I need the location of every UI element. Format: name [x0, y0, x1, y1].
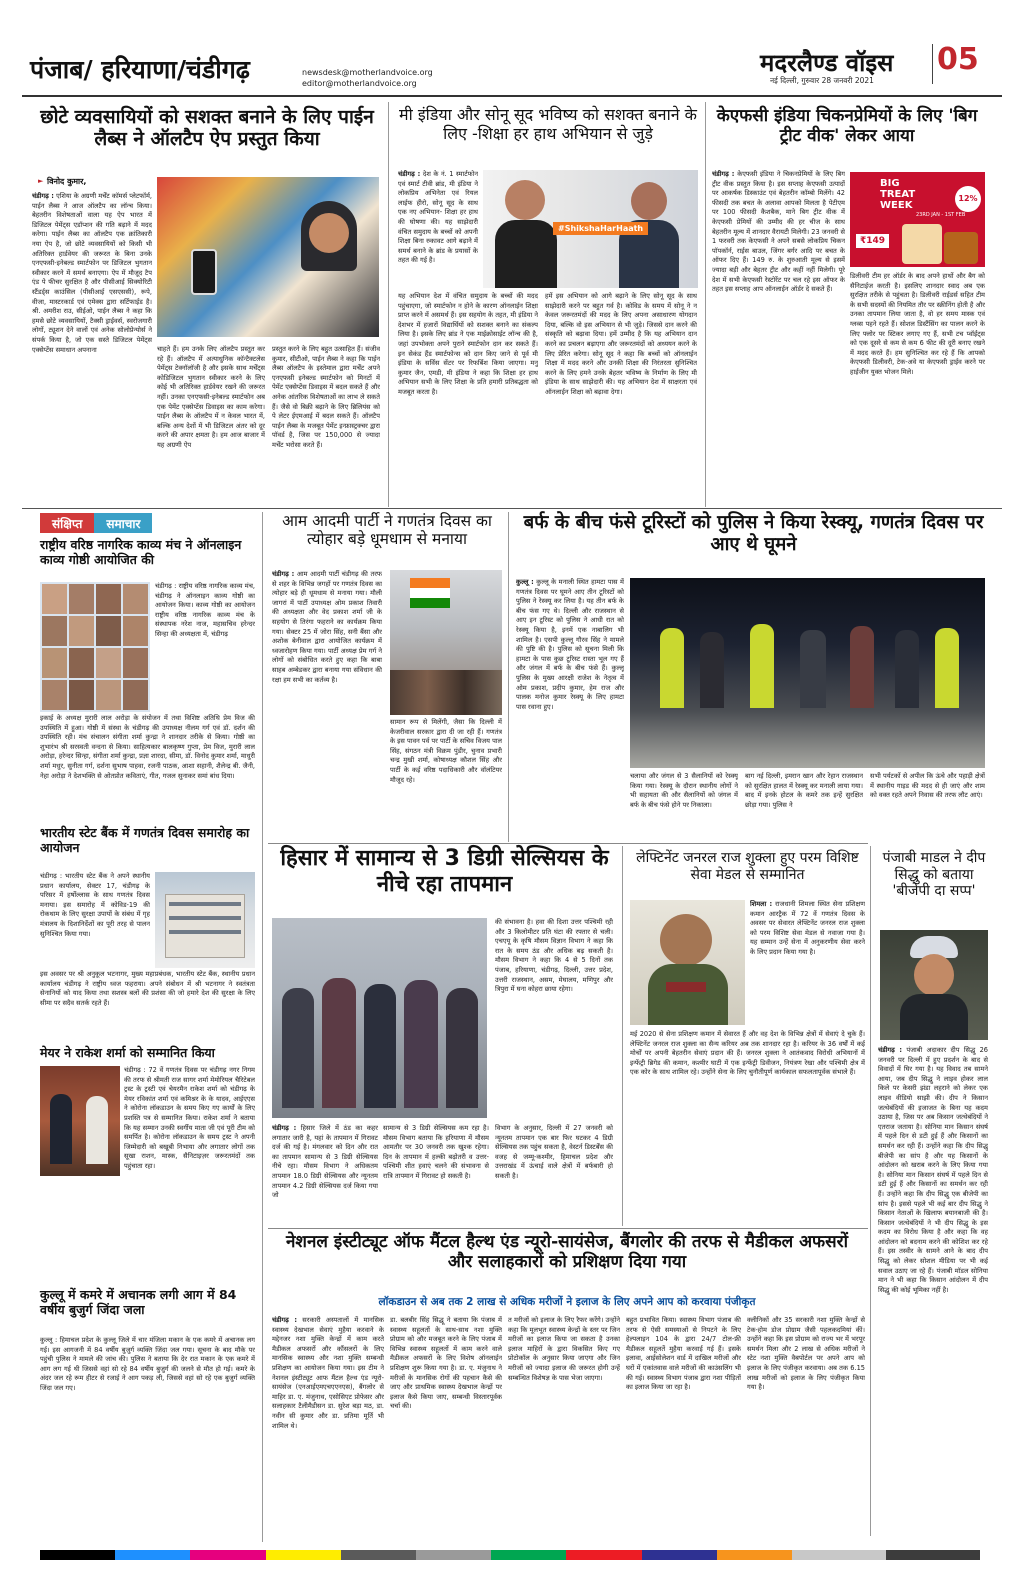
punjabi-column [878, 1046, 988, 1536]
hashtag-banner: #ShikshaHarHaath [553, 222, 648, 235]
punjabi-text-1: पंजाबी अदाकार दीप सिद्धु 26 जनवरी पर दिल्ली में हुए प्रदर्शन के बाद से विवादों में घिर गया है। यह विवाद तब सामने आया, जब दीप सिद्धु ने लाइव होकर लाल किले पर केसरी झंडा लहराने को लेकर एक लाइव वीडियो साझी की। दीप ने किसान जत्थेबंदियों की इजाजत के बिना यह कदम उठाया है, जिस पर अब किसान जत्थेबंदियों ने एतराज जताया है। सोनिया मान किसान संघर्ष में पहले दिन से डटी हुई हैं और किसानों का समर्थन कर रही हैं। उन्होंने कहा कि दीप सिद्धु बीजेपी का सांप है और यह किसानों के आंदोलन को खराब करने के लिए किया गया है। [878, 1046, 988, 1179]
rescue-text-4: सभी पर्यटकों से अपील कि ऊंचे और पहाड़ी क्षेत्रों में स्थानीय गाइड की मदद से ही जाएं और शाम को वक्त रहते अपने निवास की तरफ लौट आएं। [870, 772, 985, 800]
byline-arrow-icon: ► [38, 177, 44, 185]
hisar-headline: हिसार में सामान्य से 3 डिग्री सेल्सियस के नीचे रहा तापमान [280, 846, 609, 897]
kfc-ad-price: ₹149 [856, 234, 889, 248]
mayor-text: चंडीगढ़ : 72 वें गणतंत्र दिवस पर चंडीगढ़ नगर निगम की तरफ से श्रीमती राज सागर शर्मा मेमोरियल चैरिटेबल ट्रस्ट के ट्रस्टी एवं चेयरमैन राकेश शर्मा को चंडीगढ़ के मेयर रविकांत शर्मा एवं कमिश्नर के के यादव, आईएएस ने कोरोना लॉकडाउन के समय किए गए कार्यों के लिए प्रशस्ति पत्र से सम्मानित किया। राकेश शर्मा ने बताया कि यह सम्मान उनकी स्वर्गीय माता जी एवं पूरी टीम को समर्पित है। कोरोना लॉकडाउन के समय ट्रस्ट ने अपनी जिम्मेदारी को बखूबी निभाया और लगातार लोगों तक सूखा राशन, मास्क, सैनिटाइज़र जरूरतमंदों तक पहुंचाता रहा। [124, 1066, 255, 1170]
pine-column-1 [32, 192, 152, 504]
aap-headline: आम आदमी पार्टी ने गणतंत्र दिवस का त्योहार बड़े धूमधाम से मनाया [282, 512, 492, 549]
pine-text-1: एशिया के अग्रणी मर्चेंट कॉमर्स प्लेटफॉर्म, पाईन लैब्स ने आज ऑलटैप का लॉन्च किया। बेहतरीन विशेषताओं वाला यह ऐप भारत में डिजिटल पेमेंट्स एडॉप्शन की गति बढ़ाने में मदद करेगा। पाईन लैब्स का ऑलटैप एक क्रांतिकारी नया ऐप है, जो छोटे व्यवसायियों को किसी भी अतिरिक्त हार्डवेयर की जरूरत के बिना उनके एनएफसी-इनेबल्ड स्मार्टफोन पर डिजिटल भुगतान स्वीकार करने में समर्थ बनाएगा। ऐप में मौजूद टैप एंड पे फीचर सुरक्षित है और पीसीआई सिक्योरिटी स्टैंडर्ड्स काउंसिल (पीसीआई एसएससी), रूपे, वीजा, मास्टरकार्ड एवं एमेक्स द्वारा सर्टिफाईड है। श्री. अमरीश राउ, सीईओ, पाईन लैब्स ने कहा कि हमसे छोटे व्यवसायियों, टैक्सी ड्राईवर्स, स्वरोजगारी लोगों, ट्यूशन देने वालों एवं अनेक सोलोप्रेन्योर्स ने संपर्क किया है, जो एक सस्ते डिजिटल पेमेंट्स एक्सेप्टेंस समाधान अपनाना [32, 192, 152, 354]
mi-headline: मी इंडिया और सोनू सूद भविष्य को सशक्त बनाने के लिए -शिक्षा हर हाथ अभियान से जुड़े [399, 105, 697, 143]
hisar-text-2: सामान्य से 3 डिग्री सेल्सियस कम रहा है। मौसम विभाग बताया कि हरियाणा में मौसम आमतौर पर 30 जनवरी तक खुश्क रहेगा। दिन के तापमान में हल्की बढ़ोतरी व उत्तर-पश्चिमी शीत हवाएं चलने की संभावना से रात्रि तापमान में गिरावट हो सकती है। [383, 1124, 489, 1180]
fire-text: कुल्लू : हिमाचल प्रदेश के कुल्लू जिले में चार मंजिला मकान के एक कमरे में अचानक लग गई। इस आगजनी में 84 वर्षीय बुजुर्ग व्यक्ति जिंदा जल गया। सूचना के बाद मौके पर पहुंची पुलिस ने मामले की जांच की। पुलिस ने बताया कि देर रात मकान के एक कमरे में आग लग गई थी जिससे वहां सो रहे 84 वर्षीय बुजुर्ग की जलने से मौत हो गई। कमरे के अंदर जल रहे रूम हीटर से रजाई ने आग पकड़ ली, जिससे वहां सो रहे एक बुजुर्ग व्यक्ति जिंदा जल गए। [40, 1336, 255, 1392]
food-bucket-icon [902, 224, 942, 264]
poets-collage [40, 582, 150, 712]
mi-text-3: हमें इस अभियान को आगे बढ़ाने के लिए सोनू सूद के साथ साझेदारी करने पर बहुत गर्व है। कोविड के समय में सोनू ने न केवल जरूरतमंदों की मदद के लिए अपना असाधारण योगदान दिया, बल्कि वो इस अभियान से भी जुड़े। जिससे दान करने की संस्कृति को बढ़ावा दिया। हमें उम्मीद है कि यह अभियान दान करने का प्रचलन बढ़ाएगा और जरूरतमंदों को अध्ययन करने के लिए प्रेरित करेगा। सोनू सूद ने कहा कि बच्चों को ऑनलाईन शिक्षा में मदद करने और उनकी शिक्षा की निरंतरता सुनिश्चित करने के लिए हमने उनके बेहतर भविष्य के निर्माण के लिए मी इंडिया के साथ साझेदारी की। यह अभियान देश में साक्षरता एवं ऑनलाईन शिक्षा को बढ़ावा देगा। [545, 292, 697, 396]
nimhans-subhead: लॉकडाउन से अब तक 2 लाख से अधिक मरीजों ने इलाज के लिए अपने आप को करवाया पंजीकृत [378, 1296, 756, 1308]
brief-tag-1: संक्षिप्त [40, 513, 94, 533]
nimhans-headline: नेशनल इंस्टीट्यूट ऑफ मैंटल हैल्थ एंड न्यूरो-सायंसेज, बैंगलोर की तरफ से मैडीकल अफसरों और सलाहकारों को प्रशिक्षण दिया गया [285, 1232, 849, 1273]
hisar-text-4: विभाग के अनुसार, दिल्ली में 27 जनवरी को न्यूनतम तापमान एक बार फिर घटकर 4 डिग्री सेल्सियस तक पहुंच सकता है, वेस्टर्न डिस्टर्बेंस की वजह से जम्मू-कश्मीर, हिमाचल प्रदेश और उत्तराखंड में ऊंचाई वाले क्षेत्रों में बर्फबारी हो सकती है। [495, 1124, 613, 1180]
brief-header [40, 513, 240, 533]
paper-name: मदरलैण्ड वॉइस [760, 49, 894, 77]
snow-rescue-photo [630, 578, 985, 768]
mi-text-1: देश के नं. 1 स्मार्टफोन एवं स्मार्ट टीवी ब्रांड, मी इंडिया ने लोकप्रिय अभिनेता एवं रियल लाईफ हीरो, सोनू सूद के साथ एक नए अभियान- शिक्षा हर हाथ की घोषणा की। यह साझेदारी वंचित समुदाय के बच्चों को अपनी शिक्षा बिना रुकावट आगे बढ़ाने में समर्थ बनाने के ब्रांड के प्रयासों के तहत की गई है। [398, 170, 478, 265]
pine-dateline: चंडीगढ़ : [32, 192, 54, 200]
general-text-2: मई 2020 से सेना प्रशिक्षण कमान में सेवारत हैं और वह देश के विभिन्न क्षेत्रों में सेवाएं दे चुके हैं। लेफ्टिनेंट जनरल राज शुक्ला का सैन्य करियर अब तक शानदार रहा है। करियर के 36 वर्षों में कई मोर्चों पर अपनी बेहतरीन सेवाएं प्रदान की हैं। जनरल शुक्ला ने आतंकवाद विरोधी अभियानों में इन्फेंट्री ब्रिगेड की कमान, कश्मीर घाटी में एक इन्फेंट्री डिवीजन, नियंत्रण रेखा और पश्चिमी क्षेत्र में एक कोर के साथ शामिल रहे। उन्होंने सेना के लिए चुनौतीपूर्ण कार्यकाल सफलतापूर्वक संभाले हैं। [630, 1030, 865, 1077]
pine-headline: छोटे व्यवसायियों को सशक्त बनाने के लिए पाईन लैब्स ने ऑलटैप ऐप प्रस्तुत किया [40, 106, 374, 151]
pine-text-2: चाहते हैं। हम उनके लिए ऑलटैप प्रस्तुत कर रहे हैं। ऑलटैप में अत्याधुनिक कॉन्टैक्टलेस पेमेंट्स टेक्नॉलॉजी है और इसके साथ मर्चेंट्स कोडिजिटल भुगतान स्वीकार करने के लिए कोई भी अतिरिक्त हार्डवेयर रखने की जरूरत नहीं। उनका एनएफसी-इनेबल्ड स्मार्टफोन अब एक पेमेंट एक्सेप्टेंस डिवाइस का काम करेगा। पाईन लैब्स के ऑलटैप में न केवल भारत में, बल्कि अन्य देशों में भी डिजिटल अंतर को दूर करने की अपार क्षमता है। हम आज बाजार में यह अग्रणी ऐप [157, 345, 265, 449]
general-text-1: राजधानी शिमला स्थित सेना प्रशिक्षण कमान आरट्रैक में 72 वें गणतंत्र दिवस के अवसर पर सेवारत लेफ्टिनेंट जनरल राज शुक्ला को परम विशिष्ट सेवा मेडल से नवाजा गया है। यह सम्मान उन्हें सेना में अनुकरणीय सेवा करने के लिए प्रदान किया गया है। [750, 900, 865, 956]
punjabi-dateline: चंडीगढ़ : [878, 1046, 903, 1054]
printer-color-strip [40, 1550, 980, 1560]
brief-tag-2: समाचार [94, 513, 152, 533]
food-box-icon [944, 232, 978, 264]
issue-date: नई दिल्ली, गुरुवार 28 जनवरी 2021 [770, 76, 874, 85]
rescue-column-1 [516, 578, 624, 840]
rule-3 [262, 512, 263, 1542]
masthead-divider [932, 44, 933, 84]
kfc-ad [850, 172, 985, 267]
kfc-ad-line-1: BIG [880, 178, 900, 189]
general-dateline: शिमला : [750, 900, 773, 908]
hisar-text-1: हिसार जिले में ठंड का कहर लगातार जारी है, यहां के तापमान में गिरावट दर्ज की गई है। मंगलवार को दिन और रात का तापमान सामान्य से 3 डिग्री सेल्सियस नीचे रहा। मौसम विभाग ने अधिकतम तापमान 18.0 डिग्री सेल्सियस और न्यूनतम तापमान 4.2 डिग्री सेल्सियस दर्ज किया गया जो [272, 1124, 378, 1200]
poetry-text-2: इकाई के अध्यक्ष मुरारी लाल अरोड़ा के संयोजन में तथा विशिष्ट अतिथि प्रेम विज की उपस्थिति में हुआ। गोष्ठी में संस्था के चंडीगढ़ की उपाध्यक्ष नीलम गर्ग एवं डॉ. दर्शन की उपस्थिति रही। मंच संचालन संगीता शर्मा कुन्द्रा ने शानदार तरीके से किया। गोष्ठी का शुभारंभ श्री सरस्वती वन्दना से किया। साहित्यकार बालकृष्ण गुप्ता, प्रेम विज, मुरारी लाल अरोड़ा, हरेन्दर सिन्हा, संगीता शर्मा कुन्द्रा, प्रज्ञा शारदा, सीमा, डॉ. विनोद कुमार शर्मा, माधुरी शर्मा मधुर, सुनीता गर्ग, दर्शना सुभाष पाहवा, रजनी पाठक, आशा सहानी, शैलेन्द्र बी. जैनी, नेहा अरोड़ा ने देशभक्ति से ओतप्रोत कविताएं, गीत, गजल सुनाकर समां बांध दिया। [40, 714, 255, 780]
mi-dateline: चंडीगढ़ : [398, 170, 421, 178]
kfc-headline: केएफसी इंडिया चिकनप्रेमियों के लिए 'बिग ट्रीट वीक' लेकर आया [716, 106, 978, 147]
kfc-ad-line-3: WEEK [880, 200, 913, 211]
poetry-text-1: चंडीगढ़ : राष्ट्रीय वरिष्ठ नागरिक काव्य मंच, चंडीगढ़ ने ऑनलाइन काव्य गोष्ठी का आयोजन किया। काव्य गोष्ठी का आयोजन राष्ट्रीय वरिष्ठ नागरिक काव्य मंच के संस्थापक नरेश नाज, महासचिव हरेन्दर सिन्हा की अध्यक्षता में, चंडीगढ़ [155, 582, 255, 638]
sonu-sood-photo [483, 170, 698, 288]
mi-column-1 [398, 170, 478, 290]
kfc-column-1 [712, 170, 845, 506]
editor-email[interactable]: editor@motherlandvoice.org [302, 79, 417, 88]
rule-2 [705, 102, 706, 507]
poetry-headline: राष्ट्रीय वरिष्ठ नागरिक काव्य मंच ने ऑनलाइन काव्य गोष्ठी आयोजित की [40, 537, 242, 567]
aap-text-1: आम आदमी पार्टी चंडीगढ़ की तरफ से शहर के विभिन्न जगहों पर गणतंत्र दिवस का त्योहार बड़े ही धूमधाम से मनाया गया। मौली जागरां में पार्टी उपाध्यक्ष ओम प्रकाश तिवारी की अध्यक्षता और वेद प्रकाश शर्मा जी के सहयोग से तिरंगा फहराने का कार्यक्रम किया गया। सेक्टर 25 में जोरा सिंह, सनी बैंसा और अशोक बेनीवाल द्वारा आयोजित कार्यक्रम में ध्वजारोहण किया गया। पार्टी अध्यक्ष प्रेम गर्ग ने लोगों को संबोधित करते हुए कहा कि बाबा साहब अम्बेडकर द्वारा बनाया गया संविधान की रक्षा हम सभी का कर्तव्य है। [272, 570, 382, 684]
kfc-ad-line-2: TREAT [880, 189, 916, 200]
hisar-text-3: की संभावना है। हवा की दिशा उत्तर पश्चिमी रही और 3 किलोमीटर प्रति घंटा की रफ्तार से चली। एचएयू के कृषि मौसम विज्ञान विभाग ने कहा कि रात के समय ठंड और अधिक बढ़ सकती है। मौसम विभाग ने कहा कि 4 से 5 दिनों तक पंजाब, हरियाणा, चंडीगढ़, दिल्ली, उत्तर प्रदेश, उत्तरी राजस्थान, असम, मेघालय, मणिपुर और त्रिपुरा में घना कोहरा छाया रहेगा। [495, 918, 613, 994]
sbi-building-photo [155, 872, 255, 968]
kfc-text-1: केएफसी इंडिया ने चिकनप्रेमियों के लिए बिग ट्रीट वीक प्रस्तुत किया है। इस सप्ताह केएफसी उत्पादों पर आकर्षक डिस्काउंट एवं बेहतरीन कॉम्बो मिलेंगे। 42 फीसदी तक बचत के अलावा आपको मिलता है पेटीएम पर 100 फीसदी कैशबैक, माने बिग ट्रीट वीक में केएफसी प्रेमियों की उम्मीद की हर चीज के साथ बेहतरीन मूल्य में शानदार वैरायटी मिलेगी। 23 जनवरी से 1 फरवरी तक केएफसी ने अपने सबसे लोकप्रिय चिकन पॉपकॉर्न, राईस बाउल, जिंगर बर्गर आदि पर बचत के ऑफर दिए हैं। 149 रु. के शुरुआती मूल्य से इसमें ज्यादा बड़ी और बेहतर ट्रीट और कहीं नहीं मिलेगी। पूरे देश में सभी केएफसी रेस्टोरेंट पर चल रहे इस ऑफर के तहत इस सप्ताह आप ऑनलाईन ऑर्डर दे सकते हैं। [712, 170, 845, 294]
nimhans-text-1: सरकारी अस्पतालों में मानसिक स्वास्थ्य देखभाल सेवाएं मुहैया करवाने के मद्देनजर नशा मुक्ति केन्द्रों में काम करते मैडीकल अफसरों और कौंसलरों के लिए मानसिक स्वास्थ्य और नशा मुक्ति सम्बन्धी प्रशिक्षण का आयोजन किया गया। इस टीम ने नेशनल इंस्टीट्यूट आफ मैंटल हैल्थ एंड न्यूरो-सायंसेज (एनआईएमएचएएनएस), बैंगलोर से माहिर डा. ए. मंजुनाथ, एसोसिएट प्रोफेसर और सलाहकार टैलीमैडीसन डा. सुरेश बड़ा मठ, डा. नवीन सी कुमार और डा. प्रतिमा मूर्ति भी शामिल थे। [272, 1316, 384, 1430]
nimhans-dateline: चंडीगढ़ : [272, 1316, 297, 1324]
nimhans-text-3: त मरीजों को इलाज के लिए रैफर करेंगे। उन्होंने कहा कि मूलभूत स्वास्थ्य केन्द्रों के स्तर पर जिन मरीजों का इलाज किया जा सकता है उनका इलाज माहिरों के द्वारा विकसित किए गए प्रोटोकॉल के अनुसार किया जाएगा और जिन मरीजों को ज्यादा इलाज की जरूरत होगी उन्हें सम्बन्धित विशेषज्ञ के पास भेजा जाएगा। [508, 1316, 620, 1382]
sbi-text-2: इस अवसर पर श्री अनुकूल भटनागर, मुख्य महाप्रबंधक, भारतीय स्टेट बैंक, स्थानीय प्रधान कार्यालय चंडीगढ़ ने राष्ट्रीय ध्वज फहराया। अपने संबोधन में श्री भटनागर ने स्वतंत्रता सेनानियों को याद किया तथा सशस्त्र बलों की प्रशंसा की जो हमारे देश की सुरक्षा के लिए सीमा पर सदैव सतर्क रहते हैं। [40, 970, 255, 1007]
rescue-text-1: कुल्लू के मनाली स्थित हामटा पास में गणतंत्र दिवस पर घूमने आए तीन टूरिस्टों को पुलिस ने रेस्क्यू कर लिया है। यह तीन बर्फ के बीच फंस गए थे। दिल्ली और राजस्थान से आए इन टूरिस्ट को पुलिस ने आधी रात को रेस्क्यू किया है, इनमें एक नाबालिग भी शामिल है। एसपी कुल्लू गौरव सिंह ने मामले की पुष्टि की है। पुलिस को सूचना मिली कि हामटा के पास कुछ टूरिस्ट रास्ता भूल गए हैं और जंगल में बर्फ के बीच फंसे हैं। कुल्लू पुलिस के मुख्य आरक्षी राजेश के नेतृत्व में ओम प्रकाश, प्रदीप कुमार, हेम राज और पालक मनोज कुमार रेस्क्यू के लिए हामटा पास रवाना हुए। [516, 578, 624, 711]
mayor-headline: मेयर ने राकेश शर्मा को सम्मानित किया [40, 1045, 215, 1060]
mi-text-2: यह अभियान देश में वंचित समुदाय के बच्चों की मदद पहुंचाएगा, जो स्मार्टफोन न होने के कारण ऑनलाईन शिक्षा प्राप्त करने में असमर्थ हैं। इस सहयोग के तहत, मी इंडिया ने देशभर में हजारों विद्यार्थियों को सशक्त बनाने का संकल्प लिया है। इसके लिए ब्रांड ने एक माईक्रोसाईट लॉन्च की है, जहां उपभोक्ता अपने पुराने स्मार्टफोन दान कर सकते हैं। इन सेकंड हैंड स्मार्टफोन्स को दान किए जाने से पूर्व मी इंडिया के सर्विस सेंटर पर रिफर्बिश किया जाएगा। मनु कुमार जैन, एमडी, मी इंडिया ने कहा कि शिक्षा हर हाथ अभियान सभी के लिए शिक्षा के प्रति हमारी प्रतिबद्धता को मजबूत करता है। [398, 292, 538, 396]
kfc-ad-off: 12% [955, 186, 981, 212]
sbi-headline: भारतीय स्टेट बैंक में गणतंत्र दिवस समारोह का आयोजन [40, 825, 250, 855]
sbi-text-1: चंडीगढ़ : भारतीय स्टेट बैंक ने अपने स्थानीय प्रधान कार्यालय, सेक्टर 17, चंडीगढ़ के परिसर में हर्षोल्लास के साथ गणतंत्र दिवस मनाया। इस समारोह में कोविड-19 की रोकथाम के लिए सुरक्षा उपायों के संबंध में गृह मंत्रालय के दिशानिर्देशों का पूरी तरह से पालन सुनिश्चित किया गया। [40, 872, 150, 938]
rescue-text-2: चलाया और जंगल से 3 सैलानियों को रेस्क्यू किया गया। रेस्क्यू के दौरान स्थानीय लोगों ने भी सहायता की और सैलानियों को जंगल में बर्फ के बीच फंसे होने पर निकाला। [630, 772, 738, 809]
fog-people-photo [272, 918, 487, 1118]
rule-1 [388, 102, 389, 507]
upper-rule [22, 508, 1002, 509]
aap-column-1 [272, 570, 382, 838]
masthead-rule [22, 95, 1002, 97]
kfc-dateline: चंडीगढ़ : [712, 170, 735, 178]
aap-text-2: सामान रूप से मिलेंगी, जैसा कि दिल्ली में केजरीवाल सरकार द्वारा दी जा रही हैं। गणतंत्र के इस पावन पर्व पर पार्टी के सचिव विजय पाल सिंह, संगठन मंत्री विक्रम पुंडीर, चुनाव प्रभारी चन्द्र मुखी शर्मा, कोषाध्यक्ष कौशल सिंह और पार्टी के कई वरिष्ठ पदाधिकारी और वॉलंटियर मौजूद रहे। [390, 718, 502, 784]
punjabi-headline: पंजाबी माडल ने दीप सिद्धु को बताया 'बीजेपी दा सप्प' [882, 850, 986, 900]
nimhans-text-5: क्लीनिकों और 35 सरकारी नशा मुक्ति केन्द्रों से टेक-होम डोज प्रोग्राम जैसी पहलकदमियां कीं। उन्होंने कहा कि इस प्रोग्राम को राज्य भर में भरपूर समर्थन मिला और 2 लाख से अधिक मरीजों ने स्टेट नशा मुक्ति वैबपोर्टल पर अपने आप को इलाज के लिए पंजीकृत करवाया। अब तक 6.15 लाख मरीजों को इलाज के लिए पंजीकृत किया गया है। [747, 1316, 865, 1392]
kfc-ad-dates: 23RD JAN - 1ST FEB [916, 212, 966, 218]
general-headline: लेफ्टिनेंट जनरल राज शुक्ला हुए परम विशिष्ट सेवा मेडल से सम्मानित [636, 850, 859, 883]
kfc-text-2: डिलीवरी टीम हर ऑर्डर के बाद अपने हाथों और बैग को सैनिटाईज करती है। इसलिए शानदार स्वाद अब एक सुरक्षित तरीके से पहुंचता है। डिलीवरी राईडर्स सहित टीम के सभी सदस्यों की नियमित तौर पर स्क्रीनिंग होती है और उनका तापमान लिया जाता है, वो हर समय मास्क एवं ग्लव्स पहने रहते हैं। सोशल डिस्टैंसिंग का पालन करने के लिए फ्लोर पर स्टिकर लगाए गए हैं, सभी टच प्वॉईंट्स को एक दूसरे से कम से कम 6 फीट की दूरी बनाए रखने में मदद करते हैं। हम सुनिश्चित कर रहे हैं कि आपको केएफसी डिलीवरी, टेक-अवे या केएफसी ड्राईव करने पर हाईजीन युक्त भोजन मिले। [850, 272, 985, 376]
rule-5 [622, 846, 623, 1226]
pine-text-3: प्रस्तुत करने के लिए बहुत उत्साहित हैं। संजीव कुमार, सीटीओ, पाईन लैब्स ने कहा कि पाईन लैब्स ऑलटैप के इस्तेमाल द्वारा मर्चेंट अपने एनएफसी इनेबल्ड स्मार्टफोन को मिनटों में पेमेंट एक्सेप्टेंस डिवाइस में बदल सकते हैं और अनेक आंतरिक विशेषताओं का लाभ ले सकते हैं। जैसे वो बिक्री बढ़ाने के लिए ब्रिलियंस को पे लेटर ईएमआई में बदल सकते हैं। ऑलटैप पाईन लैब्स के मजबूत पेमेंट इन्फ्रास्ट्रक्चर द्वारा पॉवर्ड है, जिस पर 150,000 से ज्यादा मर्चेंट भरोसा करते हैं। [272, 345, 380, 449]
farmer-text-1: सोनिया मान किसान संघर्ष में पहले दिन से डटी हुई हैं और किसानों का समर्थन कर रही हैं। उन्होंने कहा कि दीप सिद्धु एक बीजेपी का सांप है। इससे पहले भी कई बार दीप सिद्धु ने किसान नेताओं के खिलाफ बयानबाजी की है। किसान जत्थेबंदियों ने भी दीप सिद्धु के इस कदम का विरोध किया है और कहा कि वह आंदोलन को बदनाम करने की कोशिश कर रहे हैं। इस तस्वीर के सामने आने के बाद दीप सिद्धु को लेकर सोशल मीडिया पर भी कई सवाल उठाए जा रहे हैं। पंजाबी मॉडल सोनिया मान ने भी कहा कि किसान आंदोलन में दीप सिद्धु की कोई भूमिका नहीं है। [878, 1170, 988, 1294]
hisar-dateline: चंडीगढ़ : [272, 1124, 297, 1132]
nimhans-text-2: डा. बलबीर सिंह सिद्धू ने बताया कि पंजाब में स्वास्थ्य सहूलतों के साथ-साथ नशा मुक्ति प्रोग्राम को और मजबूत करने के लिए पंजाब में विभिन्न स्वास्थ्य सहूलतों में काम करने वाले मैडीकल अफसरों के लिए विशेष ऑनलाईन प्रशिक्षण शुरू किया गया है। डा. ए. मंजुनाथ ने मरीजों के मानसिक रोगों की पहचान कैसे की जाए और प्राथमिक स्वास्थ्य देखभाल केन्द्रों पर इलाज कैसे किया जाए, सम्बन्धी विस्तारपूर्वक चर्चा की। [390, 1316, 502, 1411]
rule-6 [870, 846, 871, 1536]
nimhans-text-4: बहुत प्रभावित किया। स्वास्थ्य विभाग पंजाब की तरफ से ऐसी समस्याओं से निपटने के लिए हेल्पलाइन 104 के द्वारा 24/7 टोल-फ्री मैडीकल सहूलतें मुहैया करवाई गई हैं। इसके इलावा, आईसोलेशन वार्ड में दाखिल मरीजों और घरों में एकांतवास वाले मरीजों की काउंसलिंग भी की गई। स्वास्थ्य विभाग पंजाब द्वारा नशा पीड़ितों का इलाज किया जा रहा है। [626, 1316, 741, 1392]
section-title: पंजाब/ हरियाणा/चंडीगढ़ [30, 55, 250, 84]
rescue-dateline: कुल्लू : [516, 578, 534, 586]
shop-payment-photo [157, 177, 379, 337]
deep-sidhu-photo [880, 930, 988, 1040]
hisar-column-1 [272, 1124, 378, 1224]
mid-rule [268, 843, 868, 844]
general-column-1 [750, 900, 865, 1025]
nimhans-column-1 [272, 1316, 384, 1536]
general-portrait [630, 900, 745, 1025]
fire-headline: कुल्लू में कमरे में अचानक लगी आग में 84 वर्षीय बुजुर्ग जिंदा जला [40, 1287, 237, 1317]
rule-4 [508, 512, 509, 842]
aap-flag-photo [390, 570, 502, 715]
rescue-headline: बर्फ के बीच फंसे टूरिस्टों को पुलिस ने किया रेस्क्यू, गणतंत्र दिवस पर आए थे घूमने [523, 512, 984, 555]
newsdesk-email[interactable]: newsdesk@motherlandvoice.org [302, 68, 433, 77]
rescue-text-3: बाग नई दिल्ली, इमरान खान और रेहान राजस्थान को सुरक्षित हालत में रेस्क्यू कर मनाली लाया गया। बाद में इनके होटल के कमरे तक इन्हें सुरक्षित छोड़ा गया। पुलिस ने [745, 772, 863, 809]
lower-rule [268, 1228, 868, 1229]
pine-byline: विनोद कुमार, [47, 177, 87, 186]
aap-dateline: चंडीगढ़ : [272, 570, 295, 578]
page-number: 05 [937, 42, 979, 77]
